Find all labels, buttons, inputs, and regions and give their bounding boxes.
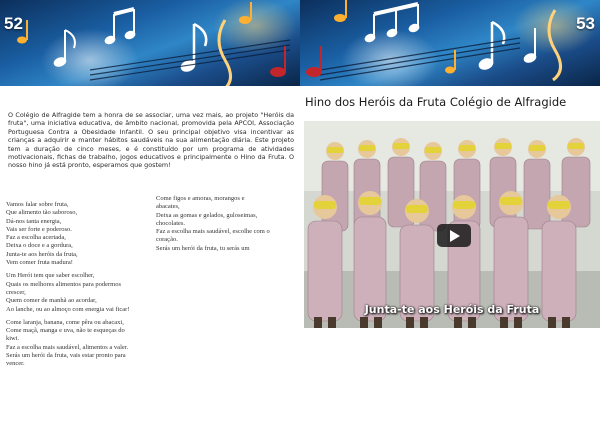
- music-notes-icon: [300, 0, 600, 86]
- lyrics-stanza: [156, 195, 296, 253]
- lyrics-line: Um Herói tem que saber escolher,: [6, 272, 95, 280]
- video-caption: Junta-te aos Heróis da Fruta: [364, 303, 540, 316]
- lyrics-line: crescer,: [6, 288, 26, 296]
- lyrics-line: Faz a escolha acertada,: [6, 234, 66, 242]
- page-number: 52: [4, 14, 23, 33]
- lyrics-line: Quem comer de manhã ao acordar,: [6, 297, 97, 305]
- music-banner: [0, 0, 300, 86]
- lyrics-stanza: [6, 201, 154, 267]
- lyrics-line: Junta-te aos heróis da fruta,: [6, 250, 78, 258]
- lyrics-line: Come figos e amoras, morangos e: [156, 195, 245, 202]
- lyrics-line: Dá-nos tanta energia,: [6, 217, 62, 225]
- lyrics-line: coração.: [156, 236, 178, 244]
- lyrics-line: Que alimento tão saboroso,: [6, 209, 78, 217]
- video-title: Hino dos Heróis da Fruta Colégio de Alfragide: [305, 95, 567, 109]
- lyrics-line: vencer.: [6, 360, 25, 368]
- lyrics-line: Vais ser forte e poderoso.: [6, 225, 72, 233]
- lyrics-line: kiwi.: [6, 335, 20, 343]
- lyrics-line: Deixa as gomas e gelados, guloseimas,: [156, 211, 258, 219]
- lyrics-line: Vamos falar sobre fruta,: [6, 201, 69, 208]
- lyrics-line: Come laranja, banana, come pêra ou abacaxi,: [6, 318, 124, 326]
- lyrics-line: Quais os melhores alimentos para podermos: [6, 280, 121, 288]
- music-banner: [300, 0, 600, 86]
- lyrics-stanza: [6, 319, 154, 369]
- music-notes-icon: [0, 0, 300, 86]
- lyrics-line: Faz a escolha mais saudável, alimentos a valer.: [6, 343, 129, 351]
- anthem-lyrics-column-1: [6, 201, 154, 374]
- lyrics-line: Deixa o doce e a gordura,: [6, 242, 73, 250]
- lyrics-stanza: [6, 272, 154, 313]
- lyrics-line: Serás um herói da fruta, tu serás um: [156, 244, 250, 252]
- right-page: [300, 0, 600, 424]
- page-number: 53: [576, 14, 595, 33]
- play-button[interactable]: [437, 224, 471, 247]
- lyrics-line: Faz a escolha mais saudável, escolhe com o: [156, 228, 270, 236]
- lyrics-line: Serás um herói da fruta, vais estar pronto para: [6, 352, 126, 360]
- lyrics-line: abacates,: [156, 203, 180, 211]
- lyrics-line: Ao lanche, ou ao almoço com energia vai ficar!: [6, 305, 130, 313]
- intro-paragraph: O Colégio de Alfragide tem a honra de se associar, uma vez mais, ao projeto "Heróis da fruta", uma iniciativa educativa, de âmbito nacional, promovida pela APCOI, Associação Portuguesa Contra a Obesidade Infantil. O seu principal objetivo visa incentivar as crianças a adquirir e manter hábitos saudáveis na sua alimentação diária. Este projeto tem a duração de cinco meses, e é constituído por um programa de atividades motivacionais, fichas de trabalho, jogos educativos e principalmente o Hino da Fruta. O nosso hino já está pronto, esperamos que gostem!: [8, 111, 294, 170]
- video-player[interactable]: [304, 121, 600, 328]
- lyrics-line: Vem comer fruta madura!: [6, 259, 73, 267]
- anthem-lyrics-column-2: [156, 195, 296, 258]
- lyrics-line: Come maçã, manga e uva, não te esqueças do: [6, 327, 125, 335]
- lyrics-line: chocolates.: [156, 219, 186, 227]
